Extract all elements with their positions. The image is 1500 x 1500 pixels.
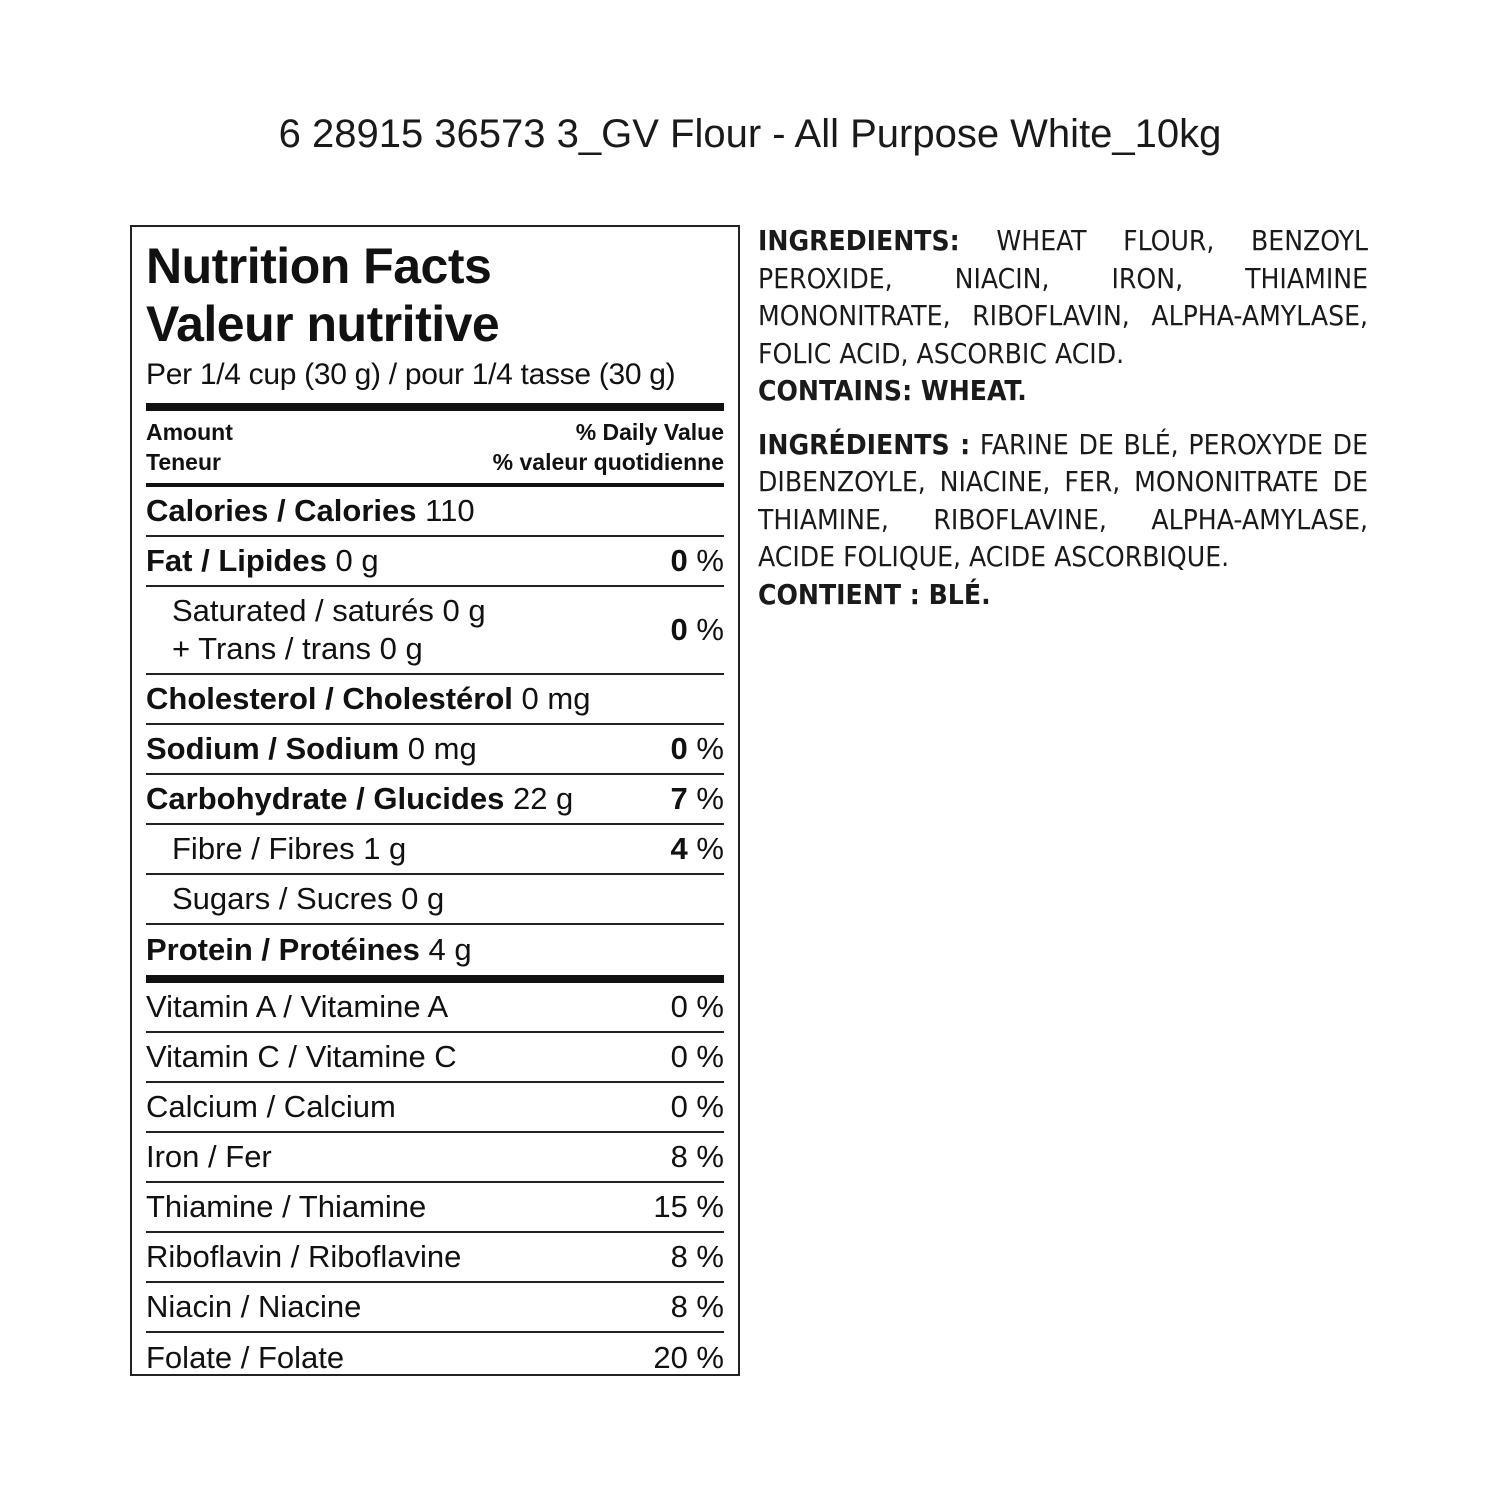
contains-en: CONTAINS: WHEAT. bbox=[758, 374, 1027, 407]
carbohydrate-percent: 7 bbox=[670, 781, 688, 816]
protein-row bbox=[146, 925, 724, 975]
cholesterol-amount: 0 mg bbox=[521, 681, 591, 716]
sodium-percent: 0 bbox=[670, 731, 688, 766]
percent-sign: % bbox=[696, 831, 724, 866]
ingredients-label-fr: INGRÉDIENTS : bbox=[758, 427, 971, 461]
ingredients-text-en: WHEAT FLOUR, BENZOYL PEROXIDE, NIACIN, IRON, THIAMINE MONONITRATE, RIBOFLAVIN, ALPHA-AMYLASE, FOLIC ACID, ASCORBIC ACID. bbox=[758, 224, 1369, 370]
calories-row bbox=[146, 487, 724, 537]
thick-divider bbox=[146, 975, 724, 983]
vitamin-percent: 8 % bbox=[670, 1239, 724, 1274]
saturated-percent: 0 bbox=[670, 612, 688, 647]
percent-sign: % bbox=[696, 781, 724, 816]
vitamin-name: Folate / Folate bbox=[146, 1340, 345, 1375]
sugars-text: Sugars / Sucres 0 g bbox=[172, 881, 445, 916]
vitamin-row bbox=[146, 1083, 724, 1133]
nutrition-heading-fr: Valeur nutritive bbox=[146, 296, 500, 352]
fibre-percent: 4 bbox=[670, 831, 688, 866]
ingredients-label-en: INGREDIENTS: bbox=[758, 224, 960, 257]
percent-sign: % bbox=[696, 543, 724, 578]
vitamin-name: Iron / Fer bbox=[146, 1139, 272, 1174]
ingredients-en bbox=[758, 222, 1368, 372]
vitamin-row bbox=[146, 1133, 724, 1183]
amount-label-en: Amount bbox=[146, 419, 233, 445]
sodium-amount: 0 mg bbox=[407, 731, 477, 766]
saturated-trans-row bbox=[146, 587, 724, 675]
ingredients-text-fr: FARINE DE BLÉ, PEROXYDE DE DIBENZOYLE, NIACINE, FER, MONONITRATE DE THIAMINE, RIBOFLAVINE, ALPHA-AMYLASE, ACIDE FOLIQUE, ACIDE ASCORBIQUE. bbox=[758, 427, 1368, 573]
percent-sign: % bbox=[696, 612, 724, 647]
trans-text: + Trans / trans 0 g bbox=[172, 631, 423, 666]
serving-size: Per 1/4 cup (30 g) / pour 1/4 tasse (30 g) bbox=[146, 358, 676, 391]
vitamin-percent: 8 % bbox=[670, 1289, 724, 1324]
fat-row bbox=[146, 537, 724, 587]
vitamin-name: Thiamine / Thiamine bbox=[146, 1189, 427, 1224]
fat-amount: 0 g bbox=[335, 543, 379, 578]
carbohydrate-label: Carbohydrate / Glucides bbox=[146, 781, 505, 816]
vitamin-row bbox=[146, 1033, 724, 1083]
protein-amount: 4 g bbox=[428, 932, 472, 967]
calories-label: Calories / Calories bbox=[146, 493, 417, 528]
vitamin-name: Calcium / Calcium bbox=[146, 1089, 396, 1124]
vitamin-name: Vitamin A / Vitamine A bbox=[146, 989, 449, 1024]
saturated-text: Saturated / saturés 0 g bbox=[172, 593, 486, 628]
sugars-row bbox=[146, 875, 724, 925]
vitamin-name: Riboflavin / Riboflavine bbox=[146, 1239, 462, 1274]
vitamin-percent: 20 % bbox=[653, 1340, 724, 1375]
vitamin-row bbox=[146, 1283, 724, 1333]
vitamin-name: Niacin / Niacine bbox=[146, 1289, 362, 1324]
percent-sign: % bbox=[696, 731, 724, 766]
sodium-row bbox=[146, 725, 724, 775]
daily-value-label-fr: % valeur quotidienne bbox=[492, 449, 724, 475]
product-title: 6 28915 36573 3_GV Flour - All Purpose White_10kg bbox=[278, 112, 1222, 156]
daily-value-label-en: % Daily Value bbox=[575, 419, 724, 445]
vitamin-percent: 15 % bbox=[653, 1189, 724, 1224]
nutrition-facts-table bbox=[130, 225, 740, 1376]
vitamin-name: Vitamin C / Vitamine C bbox=[146, 1039, 457, 1074]
fibre-text: Fibre / Fibres 1 g bbox=[172, 831, 407, 866]
cholesterol-row bbox=[146, 675, 724, 725]
vitamin-row bbox=[146, 983, 724, 1033]
amount-header bbox=[146, 411, 724, 483]
contains-fr: CONTIENT : BLÉ. bbox=[758, 577, 991, 611]
vitamin-row bbox=[146, 1233, 724, 1283]
ingredients-panel bbox=[758, 222, 1368, 613]
thick-divider bbox=[146, 403, 724, 411]
cholesterol-label: Cholesterol / Cholestérol bbox=[146, 681, 513, 716]
fibre-row bbox=[146, 825, 724, 875]
fat-percent: 0 bbox=[670, 543, 688, 578]
vitamin-percent: 8 % bbox=[670, 1139, 724, 1174]
carbohydrate-row bbox=[146, 775, 724, 825]
vitamin-percent: 0 % bbox=[670, 1089, 724, 1124]
vitamin-percent: 0 % bbox=[670, 1039, 724, 1074]
vitamin-row bbox=[146, 1183, 724, 1233]
fat-label: Fat / Lipides bbox=[146, 543, 327, 578]
ingredients-fr bbox=[758, 426, 1368, 576]
vitamins-list bbox=[146, 983, 724, 1383]
carbohydrate-amount: 22 g bbox=[512, 781, 574, 816]
vitamin-row bbox=[146, 1333, 724, 1383]
nutrition-heading-en: Nutrition Facts bbox=[146, 238, 492, 294]
vitamin-percent: 0 % bbox=[670, 989, 724, 1024]
sodium-label: Sodium / Sodium bbox=[146, 731, 400, 766]
protein-label: Protein / Protéines bbox=[146, 932, 420, 967]
amount-label-fr: Teneur bbox=[146, 449, 221, 475]
calories-value: 110 bbox=[425, 493, 475, 528]
